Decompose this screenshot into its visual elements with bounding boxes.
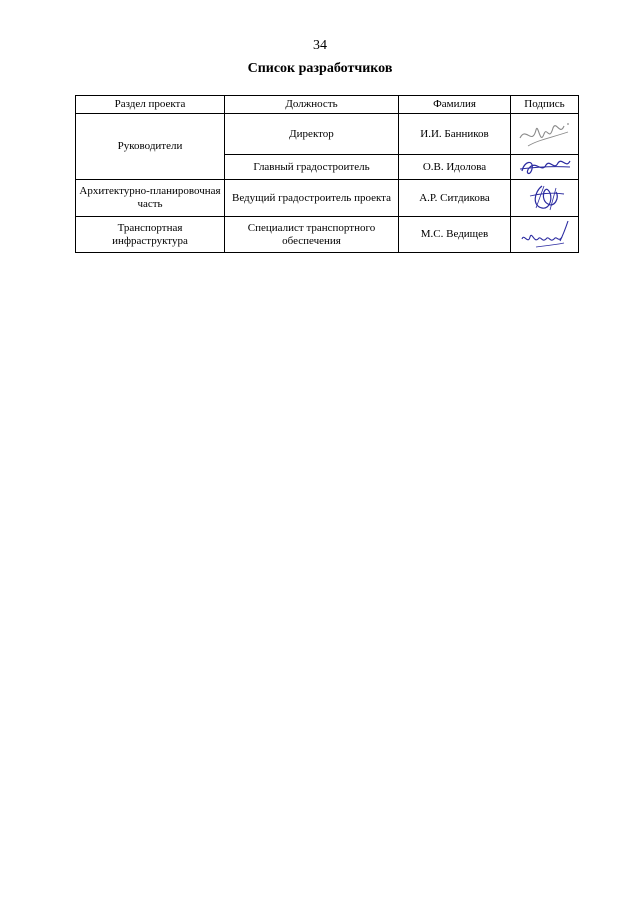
developers-table xyxy=(75,95,579,253)
signature-cell xyxy=(511,217,579,253)
section-cell: Руководители xyxy=(76,114,225,180)
signature-image xyxy=(520,182,570,214)
signature-image xyxy=(516,219,574,251)
signature-cell xyxy=(511,114,579,155)
table-header-row xyxy=(76,96,579,114)
signature-cell xyxy=(511,180,579,217)
table-row xyxy=(76,114,579,155)
section-cell: Архитектурно-планировочная часть xyxy=(76,180,225,217)
signature-image xyxy=(516,155,574,179)
name-cell: М.С. Ведищев xyxy=(399,217,511,253)
table-row xyxy=(76,180,579,217)
page-number: 34 xyxy=(313,38,327,53)
name-cell: А.Р. Ситдикова xyxy=(399,180,511,217)
position-cell: Главный градостроитель xyxy=(225,155,399,180)
page-title: Список разработчиков xyxy=(247,61,393,76)
signature-cell xyxy=(511,155,579,180)
table-row xyxy=(76,217,579,253)
position-cell: Директор xyxy=(225,114,399,155)
header-section: Раздел проекта xyxy=(76,96,225,114)
header-position: Должность xyxy=(225,96,399,114)
signature-image xyxy=(516,116,574,152)
section-cell: Транспортная инфраструктура xyxy=(76,217,225,253)
name-cell: И.И. Банников xyxy=(399,114,511,155)
header-name: Фамилия xyxy=(399,96,511,114)
position-cell: Ведущий градостроитель проекта xyxy=(225,180,399,217)
header-signature: Подпись xyxy=(511,96,579,114)
name-cell: О.В. Идолова xyxy=(399,155,511,180)
position-cell: Специалист транспортного обеспечения xyxy=(225,217,399,253)
